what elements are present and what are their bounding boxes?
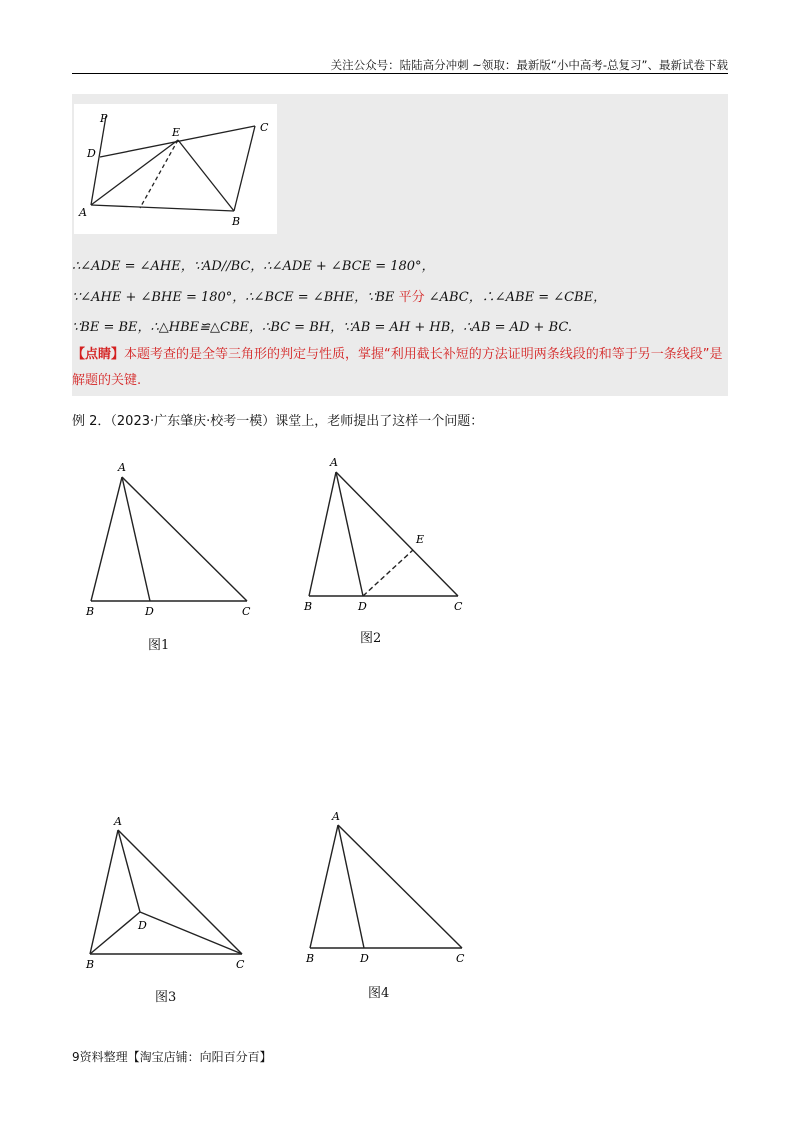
fig1-label-A: A [118,461,126,474]
fig3-label-B: B [86,958,95,971]
fig2-label-E: E [416,533,425,546]
point-note [72,342,728,394]
fig3-label-A: A [114,815,122,828]
point-label-A: A [79,206,87,219]
figure-1-caption: 图1 [148,638,170,653]
solution-line-1: ∴∠ADE = ∠AHE，∵AD//BC，∴∠ADE + ∠BCE = 180°， [72,259,435,274]
fig1-label-B: B [86,605,95,618]
solution-line-2-part-b: ∠ABC，∴∠ABE = ∠CBE， [428,290,607,305]
fig3-label-D: D [138,919,147,932]
point-label-P: P [100,112,108,125]
point-label-D: D [87,147,96,160]
page-header: 关注公众号：陆陆高分冲刺 ~领取：最新版“小中高考-总复习”、最新试卷下载 [330,58,728,72]
fig4-label-A: A [332,810,340,823]
point-label-C: C [260,121,269,134]
example-2-heading: 例 2．（2023·广东肇庆·校考一模）课堂上，老师提出了这样一个问题： [72,414,484,429]
fig4-label-D: D [360,952,369,965]
point-text: 本题考查的是全等三角形的判定与性质，掌握“利用截长补短的方法证明两条线段的和等于另一条线段”是解题的关键. [72,347,723,388]
point-tag: 【点睛】 [72,347,125,362]
figure-1 [80,455,260,625]
fig2-label-A: A [330,456,338,469]
solution-line-2-part-a: ∵∠AHE + ∠BHE = 180°，∴∠BCE = ∠BHE，∵BE [72,290,395,305]
point-label-B: B [232,215,241,228]
figure-4-caption: 图4 [368,986,390,1001]
footer-text: 资料整理【淘宝店铺：向阳百分百】 [79,1050,272,1064]
fig2-label-C: C [454,600,463,613]
fig3-label-C: C [236,958,245,971]
page-footer [72,1048,272,1065]
top-figure [74,104,277,234]
header-rule [72,73,728,74]
figure-3 [80,808,260,973]
figure-3-caption: 图3 [155,990,177,1005]
figure-2 [298,450,478,620]
figure-4 [300,805,480,970]
point-label-E: E [172,126,181,139]
solution-line-2-red: 平分 [398,290,425,305]
page-number: 9 [72,1050,80,1064]
fig2-label-B: B [304,600,313,613]
solution-line-3: ∵BE = BE，∴△HBE≌△CBE，∴BC = BH，∵AB = AH + HB，∴AB = AD + BC. [72,320,572,335]
fig1-label-C: C [242,605,251,618]
fig4-label-B: B [306,952,315,965]
figure-2-caption: 图2 [360,631,382,646]
fig1-label-D: D [145,605,154,618]
solution-line-2 [72,286,606,305]
fig2-label-D: D [358,600,367,613]
fig4-label-C: C [456,952,465,965]
